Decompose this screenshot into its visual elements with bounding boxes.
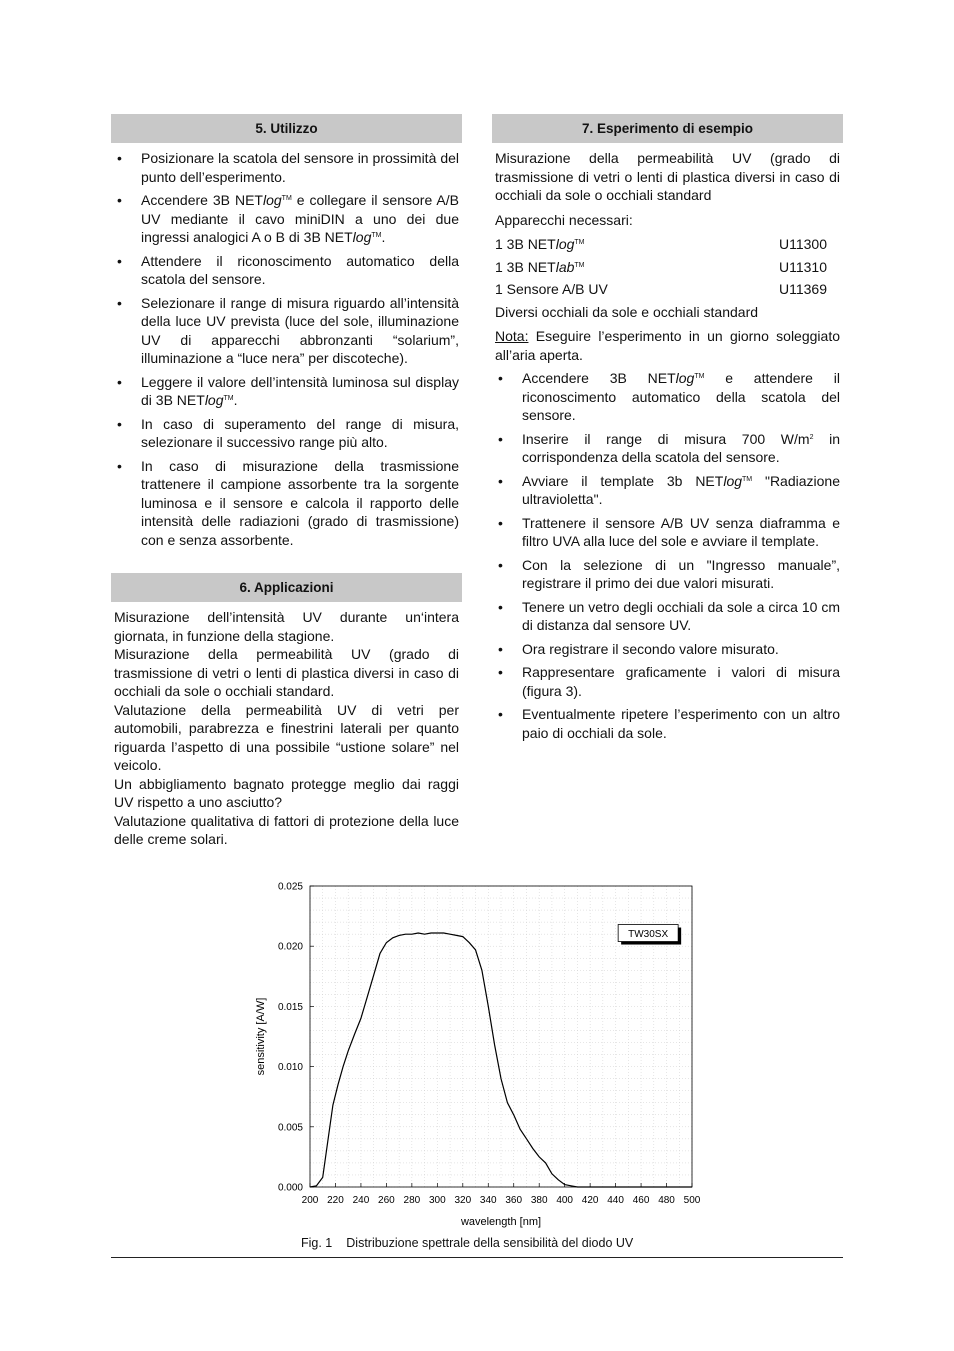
list-item: • Ora registrare il secondo valore misurato. — [492, 640, 843, 659]
x-tick-label: 240 — [352, 1195, 370, 1206]
paragraph: Un abbigliamento bagnato protegge meglio dai raggi UV rispetto a uno asciutto? — [114, 775, 459, 810]
figure-caption — [301, 1236, 633, 1250]
chart-legend — [618, 925, 681, 945]
equipment-row: 1 3B NETlab™ U11310 — [495, 258, 840, 277]
right-column — [492, 114, 843, 747]
equipment-label: Apparecchi necessari: — [495, 211, 633, 228]
list-item: • Attendere il riconoscimento automatico della scatola del sensore. — [111, 252, 462, 289]
section-title-utilizzo: 5. Utilizzo — [111, 114, 462, 143]
note: Nota: Eseguire l’esperimento in un giorno soleggiato all’aria aperta. — [495, 328, 840, 363]
paragraph: Valutazione della permeabilità UV di vetri per automobili, parabrezza e finestrini laterali per quanto riguarda l’aspetto di una possibile “ustione solare” nel veicolo. — [114, 701, 459, 773]
list-item: • Rappresentare graficamente i valori di misura (figura 3). — [492, 663, 843, 700]
x-tick-label: 440 — [607, 1195, 624, 1206]
list-item: • Inserire il range di misura 700 $W/m^2$ in corrispondenza della scatola del sensore. — [492, 430, 843, 467]
y-tick-label: 0.000 — [277, 1182, 303, 1194]
list-item: • Leggere il valore dell’intensità luminosa sul display di 3B NETlog™. — [111, 373, 462, 410]
x-tick-label: 320 — [454, 1195, 472, 1206]
figure-caption-text: Distribuzione spettrale della sensibilità del diodo UV — [346, 1236, 634, 1250]
x-tick-label: 280 — [403, 1195, 421, 1206]
paragraph: Diversi occhiali da sole e occhiali standard — [495, 303, 759, 320]
list-item: • Avviare il template 3b NETlog™ "Radiazione ultravioletta". — [492, 472, 843, 509]
paragraph: Valutazione qualitativa di fattori di protezione della luce delle creme solari. — [114, 812, 459, 847]
list-item: • Tenere un vetro degli occhiali da sole a circa 10 cm di distanza dal sensore UV. — [492, 598, 843, 635]
equipment-row: 1 3B NETlog™ U11300 — [495, 235, 840, 254]
y-tick-label: 0.010 — [277, 1062, 303, 1074]
x-axis-label: wavelength [nm] — [460, 1216, 542, 1228]
y-tick-label: 0.020 — [277, 941, 303, 953]
legend-label: TW30SX — [628, 929, 669, 941]
list-item: • Accendere 3B NETlog™ e collegare il sensore A/B UV mediante il cavo miniDIN a uno dei due ingressi analogici A o B di 3B NETlog™. — [111, 191, 462, 247]
section-title-esperimento: 7. Esperimento di esempio — [492, 114, 843, 143]
x-tick-label: 420 — [581, 1195, 599, 1206]
list-item: • Con la selezione di un "Ingresso manuale”, registrare il primo dei due valori misurati. — [492, 556, 843, 593]
x-tick-label: 380 — [530, 1195, 548, 1206]
x-tick-label: 360 — [505, 1195, 523, 1206]
y-tick-label: 0.015 — [277, 1001, 303, 1013]
y-tick-label: 0.025 — [277, 881, 303, 893]
x-tick-label: 260 — [378, 1195, 395, 1206]
y-tick-label: 0.005 — [277, 1122, 303, 1134]
paragraph: Misurazione della permeabilità UV (grado di trasmissione di vetri o lenti di plastica diversi in caso di occhiali da sole o occhiali standard — [495, 150, 840, 203]
list-item: • Eventualmente ripetere l’esperimento con un altro paio di occhiali da sole. — [492, 705, 843, 742]
paragraph: Misurazione dell’intensità UV durante un‘intera giornata, in funzione della stagione. — [114, 609, 459, 644]
list-item: • Posizionare la scatola del sensore in prossimità del punto dell’esperimento. — [111, 149, 462, 186]
x-tick-label: 200 — [301, 1195, 319, 1206]
esperimento-list — [492, 369, 843, 742]
equipment-code: U11310 — [779, 258, 828, 275]
equipment-row: 1 Sensore A/B UV U11369 — [495, 280, 840, 299]
bottom-rule — [111, 1257, 843, 1258]
list-item: • Selezionare il range di misura riguardo all’intensità della luce UV prevista (luce del sole, illuminazione UV di apparecchi abbronzanti “solarium”, illuminazione a “luce nera” per discoteche). — [111, 294, 462, 368]
list-item: • Trattenere il sensore A/B UV senza diaframma e filtro UVA alla luce del sole e avviare il template. — [492, 514, 843, 551]
x-tick-label: 340 — [479, 1195, 497, 1206]
y-axis-label: sensitivity [A/W] — [255, 997, 267, 1076]
equipment-code: U11369 — [779, 281, 828, 297]
x-tick-label: 400 — [556, 1195, 574, 1206]
section-title-applicazioni: 6. Applicazioni — [111, 573, 462, 602]
x-tick-label: 480 — [658, 1195, 675, 1206]
paragraph: Misurazione della permeabilità UV (grado di trasmissione di vetri o lenti di plastica diversi in caso di occhiali da sole o occhiali standard. — [114, 646, 459, 699]
list-item: • In caso di superamento del range di misura, selezionare il successivo range più alto. — [111, 415, 462, 452]
x-tick-label: 220 — [327, 1195, 344, 1206]
list-item: • In caso di misurazione della trasmissione trattenere il campione assorbente tra la sorgente luminosa e il sensore e calcola il rapporto delle intensità delle radiazioni (grado di trasmissione) con e senza assorbente. — [111, 457, 462, 550]
x-tick-label: 500 — [683, 1195, 701, 1206]
figure-number: Fig. 1 — [301, 1236, 333, 1250]
utilizzo-list — [111, 149, 462, 549]
equipment-code: U11300 — [779, 236, 828, 252]
list-item: • Accendere 3B NETlog™ e attendere il riconoscimento automatico della scatola del sensore. — [492, 369, 843, 425]
x-tick-label: 300 — [428, 1195, 446, 1206]
x-tick-label: 460 — [632, 1195, 650, 1206]
sensitivity-chart — [245, 875, 715, 1235]
left-column — [111, 114, 462, 849]
y-tick-labels — [278, 882, 314, 1194]
